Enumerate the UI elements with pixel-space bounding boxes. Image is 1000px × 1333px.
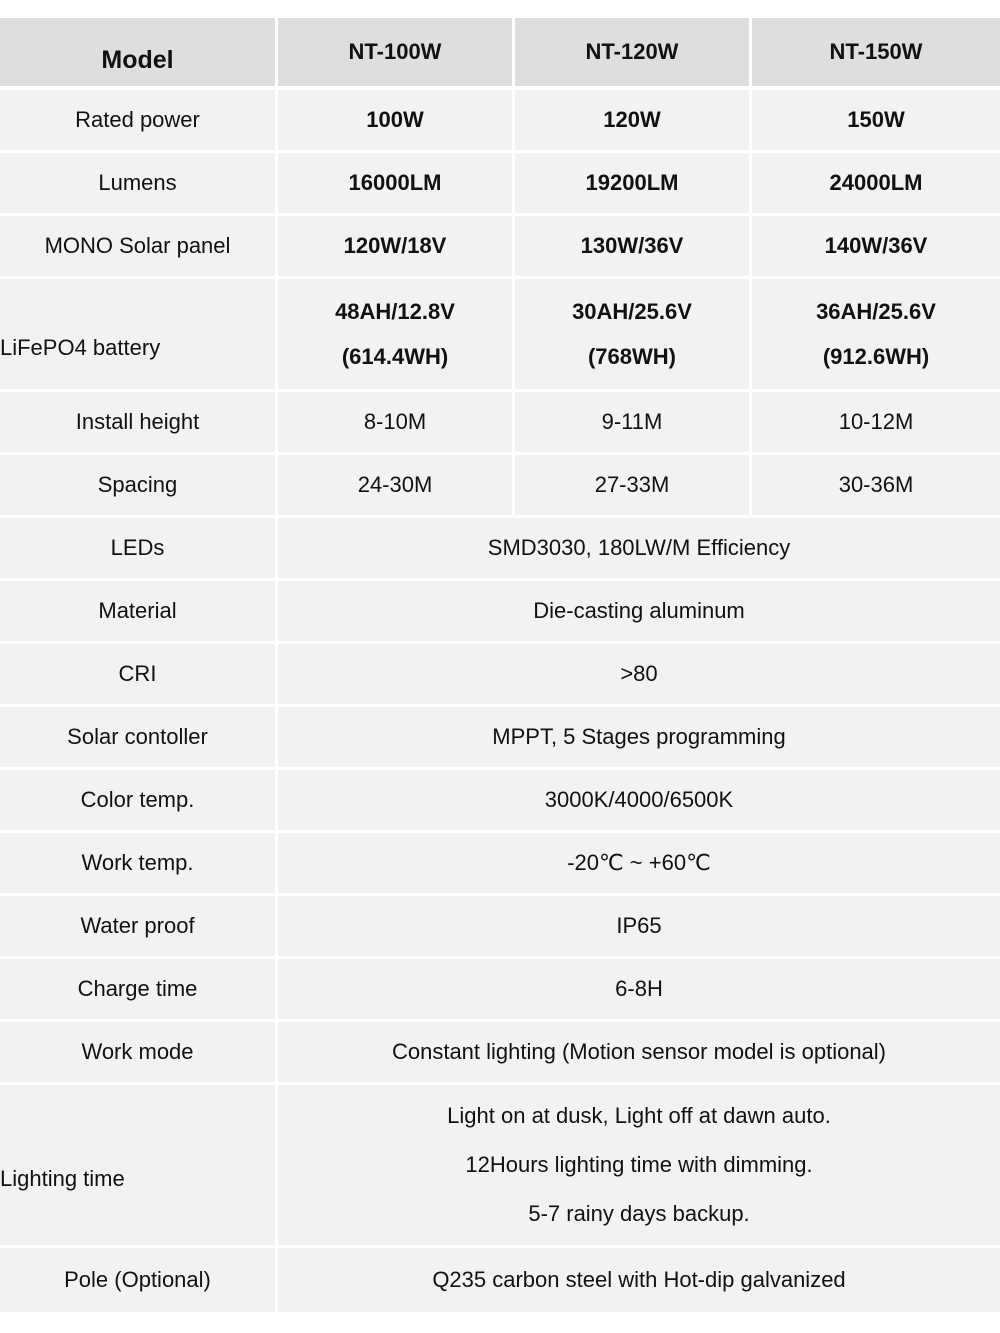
- value-text: 150W: [847, 107, 905, 132]
- value-text: 100W: [366, 107, 424, 132]
- value-text: 8-10M: [363, 409, 427, 434]
- value-text: 16000LM: [348, 170, 442, 195]
- row-label: [0, 518, 275, 578]
- row-solar-controller: [0, 707, 1000, 767]
- row-label: [0, 392, 275, 452]
- row-rated-power: [0, 90, 1000, 150]
- row-label: [0, 279, 275, 389]
- value-text: >80: [620, 661, 658, 686]
- row-label: [0, 707, 275, 767]
- value-cell: [278, 216, 512, 276]
- row-label: [0, 90, 275, 150]
- value-cell: [515, 153, 749, 213]
- value-text: Q235 carbon steel with Hot-dip galvanized: [432, 1267, 846, 1292]
- value-text: MPPT, 5 Stages programming: [492, 724, 786, 749]
- header-label: [0, 18, 275, 86]
- header-model-1-text: NT-100W: [348, 39, 442, 64]
- row-material: [0, 581, 1000, 641]
- row-label-text: MONO Solar panel: [44, 233, 231, 258]
- row-solar-panel: [0, 216, 1000, 276]
- value-text: (614.4WH): [341, 343, 449, 369]
- value-text: -20℃ ~ +60℃: [567, 850, 711, 875]
- row-work-temp: [0, 833, 1000, 893]
- value-cell: [278, 1248, 1000, 1312]
- value-text: (912.6WH): [822, 343, 930, 369]
- header-model-3: [752, 18, 1000, 86]
- row-label-text: LiFePO4 battery: [0, 335, 161, 360]
- value-text: 12Hours lighting time with dimming.: [465, 1152, 813, 1177]
- value-cell: [278, 959, 1000, 1019]
- row-lighting-time: [0, 1085, 1000, 1245]
- header-label-text: Model: [101, 45, 174, 74]
- value-cell: [278, 1085, 1000, 1245]
- row-label-text: Lighting time: [0, 1166, 125, 1191]
- value-cell: [752, 279, 1000, 389]
- row-label-text: Lumens: [98, 170, 177, 195]
- row-leds: [0, 518, 1000, 578]
- row-cri: [0, 644, 1000, 704]
- row-pole: [0, 1248, 1000, 1312]
- value-text: SMD3030, 180LW/M Efficiency: [487, 535, 791, 560]
- value-text: (768WH): [587, 343, 676, 369]
- value-text: Die-casting aluminum: [533, 598, 745, 623]
- value-cell: [278, 518, 1000, 578]
- row-label-text: Charge time: [77, 976, 198, 1001]
- row-label: [0, 1085, 275, 1245]
- value-cell: [278, 455, 512, 515]
- row-label-text: Water proof: [80, 913, 195, 938]
- row-label-text: Rated power: [75, 107, 200, 132]
- row-label: [0, 153, 275, 213]
- value-text: 24000LM: [829, 170, 923, 195]
- value-text: 10-12M: [838, 409, 914, 434]
- row-label: [0, 216, 275, 276]
- value-cell: [515, 455, 749, 515]
- value-cell: [752, 455, 1000, 515]
- row-label-text: Material: [98, 598, 177, 623]
- row-label-text: Work mode: [81, 1039, 194, 1064]
- value-cell: [752, 90, 1000, 150]
- row-label-text: Pole (Optional): [64, 1267, 211, 1292]
- row-label: [0, 896, 275, 956]
- header-model-2-text: NT-120W: [585, 39, 679, 64]
- value-text: IP65: [616, 913, 662, 938]
- row-battery: [0, 279, 1000, 389]
- value-text: 5-7 rainy days backup.: [528, 1201, 750, 1226]
- row-label-text: Work temp.: [81, 850, 194, 875]
- header-model-1: [278, 18, 512, 86]
- value-cell: [278, 770, 1000, 830]
- value-cell: [278, 392, 512, 452]
- value-cell: [278, 153, 512, 213]
- value-text: 36AH/25.6V: [816, 298, 936, 324]
- row-water-proof: [0, 896, 1000, 956]
- value-text: 130W/36V: [580, 233, 684, 258]
- value-text: 19200LM: [585, 170, 679, 195]
- value-text: 120W/18V: [343, 233, 447, 258]
- value-cell: [278, 707, 1000, 767]
- row-charge-time: [0, 959, 1000, 1019]
- row-label-text: Spacing: [97, 472, 178, 497]
- value-cell: [515, 279, 749, 389]
- header-model-2: [515, 18, 749, 86]
- value-cell: [515, 216, 749, 276]
- row-label: [0, 644, 275, 704]
- value-cell: [515, 90, 749, 150]
- row-lumens: [0, 153, 1000, 213]
- row-label: [0, 770, 275, 830]
- value-cell: [278, 833, 1000, 893]
- value-text: 9-11M: [601, 409, 663, 434]
- row-label: [0, 455, 275, 515]
- value-text: Light on at dusk, Light off at dawn auto.: [447, 1103, 831, 1128]
- value-cell: [278, 896, 1000, 956]
- row-label: [0, 1248, 275, 1312]
- row-label-text: Solar contoller: [67, 724, 208, 749]
- value-cell: [752, 392, 1000, 452]
- row-label-text: LEDs: [110, 535, 165, 560]
- value-cell: [278, 279, 512, 389]
- row-spacing: [0, 455, 1000, 515]
- value-text: Constant lighting (Motion sensor model is optional): [391, 1039, 887, 1064]
- value-cell: [752, 153, 1000, 213]
- value-text: 140W/36V: [824, 233, 928, 258]
- value-text: 30AH/25.6V: [572, 298, 692, 324]
- header-row: [0, 18, 1000, 86]
- row-label-text: Install height: [75, 409, 200, 434]
- value-cell: [278, 644, 1000, 704]
- value-text: 30-36M: [838, 472, 914, 497]
- value-text: 120W: [603, 107, 661, 132]
- row-label: [0, 959, 275, 1019]
- value-cell: [278, 1022, 1000, 1082]
- row-label: [0, 1022, 275, 1082]
- row-label-text: CRI: [118, 661, 157, 686]
- row-color-temp: [0, 770, 1000, 830]
- value-cell: [278, 581, 1000, 641]
- row-install-height: [0, 392, 1000, 452]
- value-text: 27-33M: [594, 472, 670, 497]
- value-text: 48AH/12.8V: [335, 298, 455, 324]
- value-cell: [515, 392, 749, 452]
- header-model-3-text: NT-150W: [829, 39, 923, 64]
- value-cell: [278, 90, 512, 150]
- value-text: 24-30M: [357, 472, 433, 497]
- row-label: [0, 581, 275, 641]
- row-label-text: Color temp.: [80, 787, 195, 812]
- value-cell: [752, 216, 1000, 276]
- row-work-mode: [0, 1022, 1000, 1082]
- value-text: 6-8H: [615, 976, 663, 1001]
- value-text: 3000K/4000/6500K: [544, 787, 734, 812]
- row-label: [0, 833, 275, 893]
